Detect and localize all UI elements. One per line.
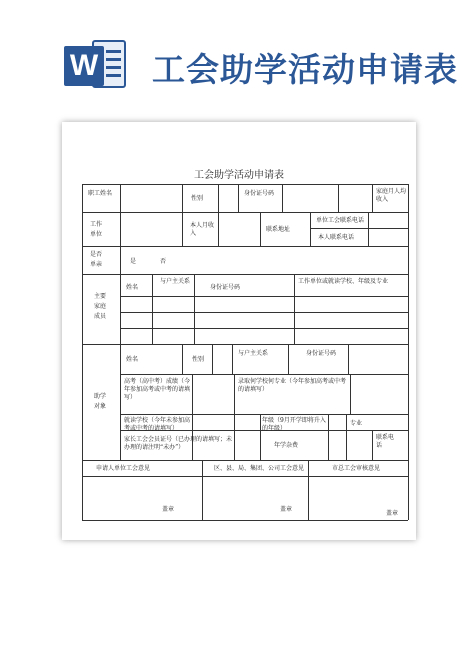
label-aid-recipient: 助学对象: [94, 393, 107, 410]
label-unit-opinion: 申请人单位工会意见: [96, 465, 151, 472]
label-student-relation: 与户主关系: [238, 350, 269, 357]
page-header: [0, 0, 474, 110]
word-icon: [64, 38, 126, 96]
application-form-table: [82, 184, 408, 520]
label-current-school: 就读学校（今年未参加高考或中考的请填写）: [124, 417, 191, 432]
label-personal-phone: 本人联系电话: [318, 234, 355, 241]
label-city-opinion: 市总工会审核意见: [332, 465, 381, 472]
label-household-income: 家庭月人均收入: [376, 188, 407, 203]
col-family-relation: 与户主关系: [160, 278, 191, 285]
label-student-id: 身份证号码: [306, 350, 337, 357]
col-family-id: 身份证号码: [210, 284, 241, 291]
label-major: 专业: [350, 420, 363, 427]
label-work-unit: 工作单位: [90, 221, 103, 238]
stamp-city: 盖章: [386, 510, 399, 517]
stamp-unit: 盖章: [162, 506, 175, 513]
label-grade: 年级（9月开学即将升入的年级）: [262, 417, 326, 432]
label-family-members: 主要家庭成员: [94, 293, 107, 320]
label-single-parent: 是否单亲: [90, 251, 103, 268]
w-letter-tile: W: [64, 46, 104, 86]
label-tuition: 年学杂费: [274, 442, 299, 449]
label-student-phone: 联系电话: [376, 434, 395, 449]
label-id-number: 身份证号码: [244, 190, 275, 197]
option-no: 否: [160, 258, 167, 265]
label-address: 联系地址: [266, 226, 291, 233]
col-family-work: 工作单位或就读学校、年级及专业: [298, 278, 389, 285]
label-union-phone: 单位工会联系电话: [316, 217, 365, 224]
label-exam-score: 高考（高中考）成绩（今年参加高考或中考的请填写）: [124, 378, 191, 401]
label-employee-name: 职工姓名: [88, 190, 113, 197]
label-gender: 性别: [191, 195, 204, 202]
col-family-name: 姓名: [126, 284, 139, 291]
label-monthly-income: 本人月收入: [190, 222, 215, 237]
form-title: 工会助学活动申请表: [194, 170, 284, 181]
stamp-district: 盖章: [280, 506, 293, 513]
label-student-gender: 性别: [192, 356, 205, 363]
label-union-card: 家长工会会员证号（已办理的请填写；未办理的请注明“未办”）: [124, 436, 233, 451]
label-admitted-school: 录取何学校何专业（今年参加高考或中考的请填写）: [238, 378, 347, 393]
label-student-name: 姓名: [126, 356, 139, 363]
option-yes: 是: [130, 258, 137, 265]
label-district-opinion: 区、县、局、集团、公司工会意见: [214, 465, 305, 472]
page-title: 工会助学活动申请表: [152, 50, 458, 89]
